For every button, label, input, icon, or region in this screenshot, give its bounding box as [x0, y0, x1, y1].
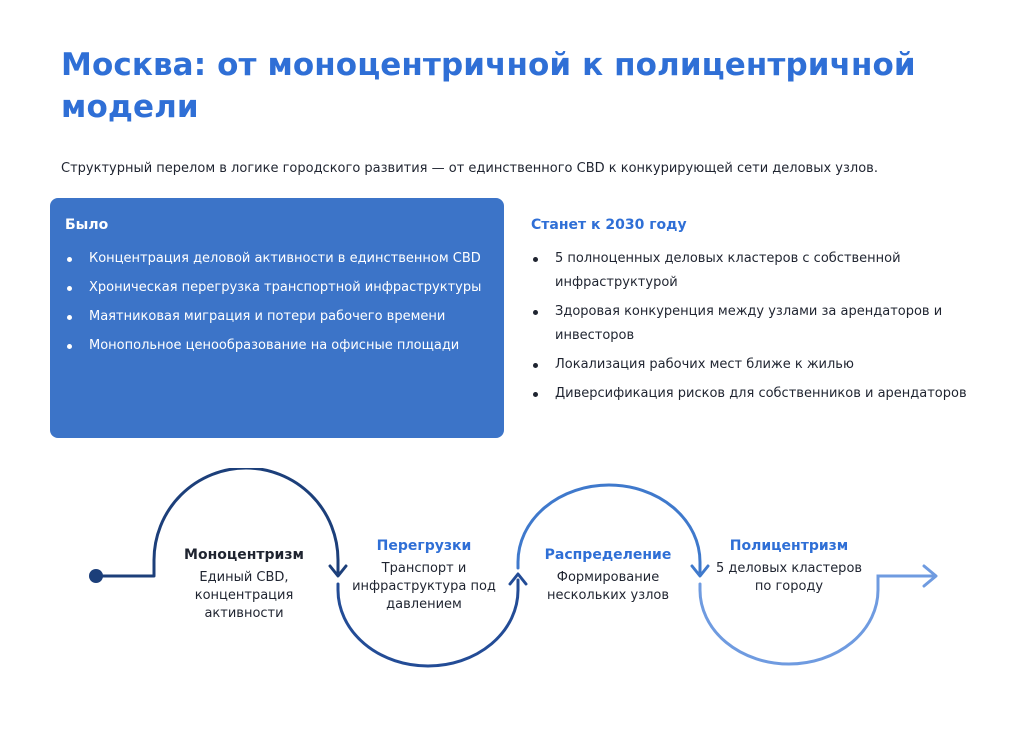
stage-title: Моноцентризм [184, 547, 304, 563]
stage-description: Формирование нескольких узлов [546, 570, 670, 603]
stage-title: Полицентризм [729, 538, 849, 554]
after-list [531, 247, 971, 406]
after-item: Здоровая конкуренция между узлами за арендаторов и инвесторов [531, 300, 971, 348]
page-title [61, 44, 961, 128]
stage-description: Транспорт и инфраструктура под давлением [352, 561, 496, 612]
after-panel [531, 198, 971, 411]
stage-title: Перегрузки [376, 538, 472, 554]
before-item: Маятниковая миграция и потери рабочего времени [65, 305, 488, 329]
before-item: Монопольное ценообразование на офисные площади [65, 334, 488, 358]
stage-title: Распределение [544, 547, 672, 563]
stage-description: 5 деловых кластеров по городу [715, 561, 863, 594]
stage-overload [349, 536, 499, 614]
page-title-line-2: модели [61, 89, 199, 125]
stage-description: Единый CBD, концентрация активности [194, 570, 294, 621]
stage-distribution [533, 545, 683, 605]
before-list [65, 247, 488, 358]
stage-polycentrism [714, 536, 864, 596]
after-item: Локализация рабочих мест ближе к жилью [531, 353, 971, 377]
before-item: Концентрация деловой активности в единственном CBD [65, 247, 488, 271]
process-flow-diagram [0, 468, 1024, 678]
page-title-line-1: Москва: от моноцентричной к полицентричной [61, 47, 916, 83]
after-item: 5 полноценных деловых кластеров с собственной инфраструктурой [531, 247, 971, 295]
stage-monocentrism [169, 545, 319, 623]
before-item: Хроническая перегрузка транспортной инфраструктуры [65, 276, 488, 300]
after-heading: Станет к 2030 году [531, 217, 687, 233]
after-item: Диверсификация рисков для собственников и арендаторов [531, 382, 971, 406]
before-heading: Было [65, 217, 109, 233]
before-panel [50, 198, 504, 438]
page-subtitle: Структурный перелом в логике городского развития — от единственного CBD к конкурирующей сети деловых узлов. [61, 161, 878, 176]
